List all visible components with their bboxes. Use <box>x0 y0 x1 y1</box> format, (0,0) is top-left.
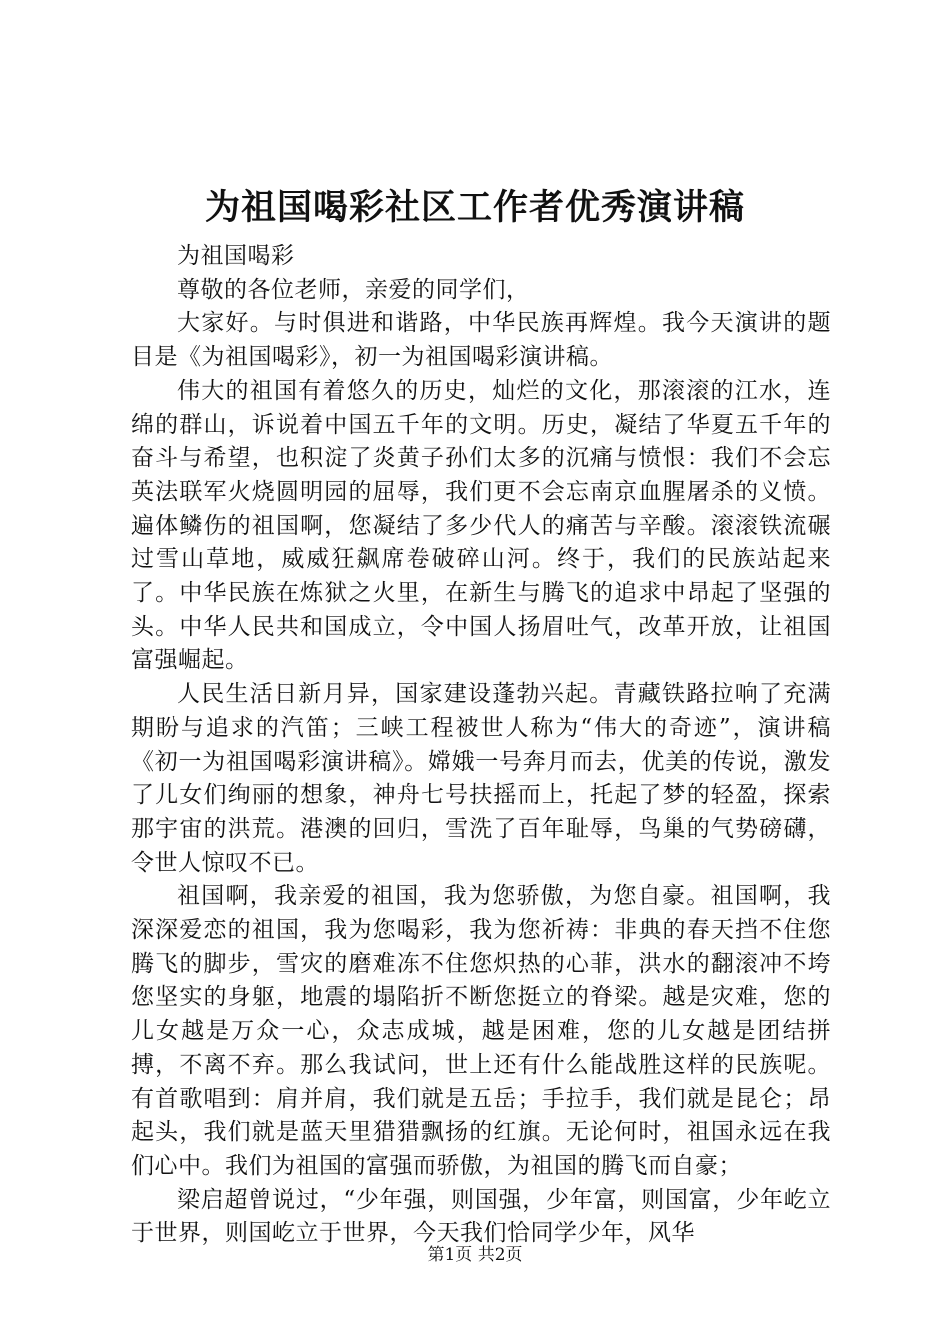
document-title: 为祖国喝彩社区工作者优秀演讲稿 <box>204 187 745 228</box>
paragraph-development: 人民生活日新月异，国家建设蓬勃兴起。青藏铁路拉响了充满期盼与追求的汽笛；三峡工程被世人称为“伟大的奇迹”，演讲稿《初一为祖国喝彩演讲稿》。嫦娥一号奔月而去，优美的传说，激发了儿女们绚丽的想象，神舟七号扶摇而上，托起了梦的轻盈，探索那宇宙的洪荒。港澳的回归，雪洗了百年耻辱，鸟巢的气势磅礴，令世人惊叹不已。 <box>131 681 831 876</box>
document-body <box>131 240 831 1251</box>
paragraph-heading: 为祖国喝彩 <box>177 243 295 269</box>
paragraph-pride: 祖国啊，我亲爱的祖国，我为您骄傲，为您自豪。祖国啊，我深深爱恋的祖国，我为您喝彩，我为您祈祷：非典的春天挡不住您腾飞的脚步，雪灾的磨难冻不住您炽热的心菲，洪水的翻滚冲不垮您坚实的身躯，地震的塌陷折不断您挺立的脊梁。越是灾难，您的儿女越是万众一心，众志成城，越是困难，您的儿女越是团结拼搏，不离不弃。那么我试问，世上还有什么能战胜这样的民族呢。有首歌唱到：肩并肩，我们就是五岳；手拉手，我们就是昆仑；昂起头，我们就是蓝天里猎猎飘扬的红旗。无论何时，祖国永远在我们心中。我们为祖国的富强而骄傲，为祖国的腾飞而自豪； <box>131 883 831 1179</box>
paragraph-liang-qichao: 梁启超曾说过，“少年强，则国强，少年富，则国富，少年屹立于世界，则国屹立于世界，今天我们恰同学少年，风华 <box>131 1186 831 1247</box>
page-number-footer: 第1页 共2页 <box>427 1245 523 1265</box>
paragraph-greeting: 尊敬的各位老师，亲爱的同学们， <box>177 276 530 303</box>
paragraph-history: 伟大的祖国有着悠久的历史，灿烂的文化，那滚滚的江水，连绵的群山，诉说着中国五千年的文明。历史，凝结了华夏五千年的奋斗与希望，也积淀了炎黄子孙们太多的沉痛与愤恨：我们不会忘英法联军火烧圆明园的屈辱，我们更不会忘南京血腥屠杀的义愤。遍体鳞伤的祖国啊，您凝结了多少代人的痛苦与辛酸。滚滚铁流碾过雪山草地，威威狂飙席卷破碎山河。终于，我们的民族站起来了。中华民族在炼狱之火里，在新生与腾飞的追求中昂起了坚强的头。中华人民共和国成立，令中国人扬眉吐气，改革开放，让祖国富强崛起。 <box>131 377 831 674</box>
paragraph-intro: 大家好。与时俱进和谐路，中华民族再辉煌。我今天演讲的题目是《为祖国喝彩》，初一为祖国喝彩演讲稿。 <box>131 310 831 371</box>
